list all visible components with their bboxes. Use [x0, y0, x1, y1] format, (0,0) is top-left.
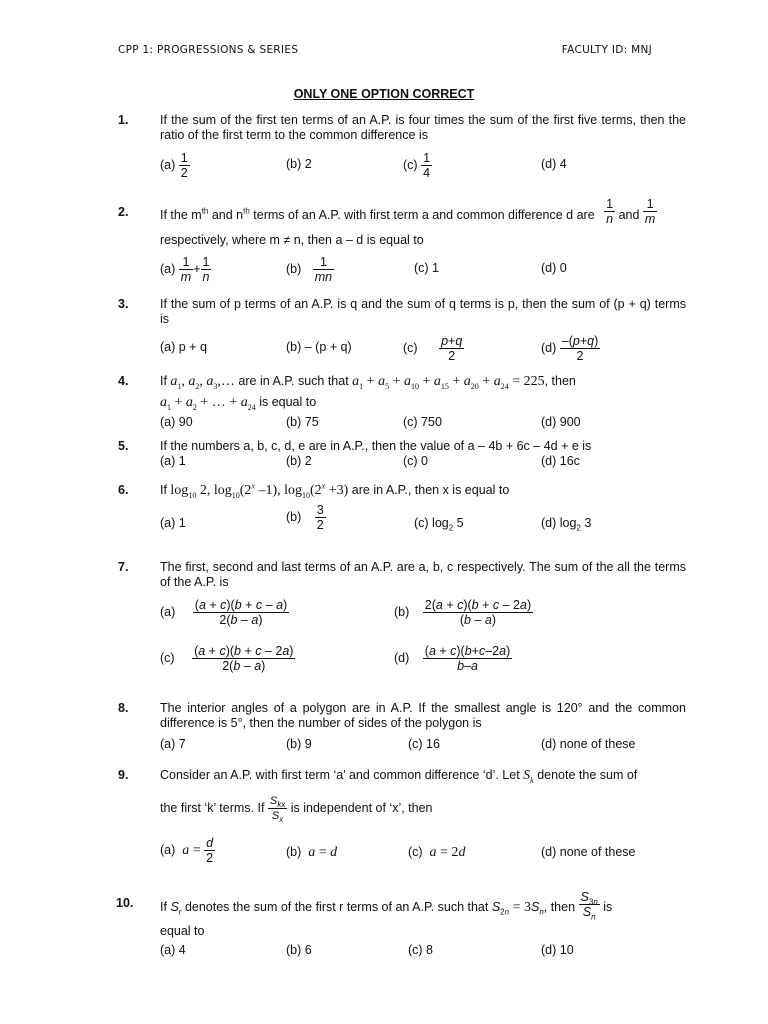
- option-b: (b) 9: [286, 737, 312, 751]
- option-c: (c) 1: [414, 261, 439, 275]
- option-a: (a) 1: [160, 454, 186, 468]
- option-c: (c) $\frac{p+q}{2}$: [403, 334, 463, 363]
- option-b: (b) $\frac{3}{2}$: [286, 503, 324, 532]
- option-b: (b) 2: [286, 157, 312, 171]
- option-a: (a) 4: [160, 943, 186, 957]
- option-c: (c) $\frac{1}{4}$: [403, 151, 431, 180]
- option-d: (d) 900: [541, 415, 581, 429]
- option-c: (c) 0: [403, 454, 428, 468]
- option-a: (a) p + q: [160, 340, 207, 354]
- option-c: (c) $\log_2 5$: [414, 516, 464, 533]
- option-a: (a) 90: [160, 415, 193, 429]
- option-a: (a) $\frac{(a + c)(b + c - a)}{2(b - a)}$: [160, 598, 288, 627]
- section-title: ONLY ONE OPTION CORRECT: [293, 87, 475, 101]
- option-d: (d) $\frac{-(p+q)}{2}$: [541, 334, 599, 363]
- option-a: (a) $\frac{1}{m}$ + $\frac{1}{n}$: [160, 255, 210, 284]
- option-a: (a) 7: [160, 737, 186, 751]
- header-right: FACULTY ID: MNJ: [561, 44, 652, 56]
- option-b: (b) $\frac{1}{mn}$: [286, 255, 333, 284]
- option-d: (d) 4: [541, 157, 567, 171]
- option-b: (b) $\frac{2(a + c)(b + c - 2a)}{(b - a)}$: [394, 598, 532, 627]
- option-d: (d) 16c: [541, 454, 580, 468]
- option-b: (b) – (p + q): [286, 340, 352, 354]
- header-left: CPP 1: PROGRESSIONS & SERIES: [118, 44, 299, 56]
- option-c: (c) $\frac{(a + c)(b + c - 2a)}{2(b - a)}$: [160, 644, 294, 673]
- option-c: (c) 750: [403, 415, 442, 429]
- option-d: (d) 0: [541, 261, 567, 275]
- option-b: (b) 6: [286, 943, 312, 957]
- option-c: (c) a = 2d: [408, 845, 466, 860]
- option-d: (d) $\log_2 3$: [541, 516, 592, 533]
- option-d: (d) none of these: [541, 845, 636, 859]
- option-b: (b) 75: [286, 415, 319, 429]
- option-c: (c) 16: [408, 737, 440, 751]
- option-a: (a) a = $\frac{d}{2}$: [160, 836, 214, 865]
- option-d: (d) $\frac{(a + c)(b+c-2a)}{b-a}$: [394, 644, 511, 673]
- option-d: (d) 10: [541, 943, 574, 957]
- option-b: (b) a = d: [286, 845, 338, 860]
- option-a: (a) 1: [160, 516, 186, 530]
- option-b: (b) 2: [286, 454, 312, 468]
- option-d: (d) none of these: [541, 737, 636, 751]
- option-c: (c) 8: [408, 943, 433, 957]
- option-a: (a) $\frac{1}{2}$: [160, 151, 188, 180]
